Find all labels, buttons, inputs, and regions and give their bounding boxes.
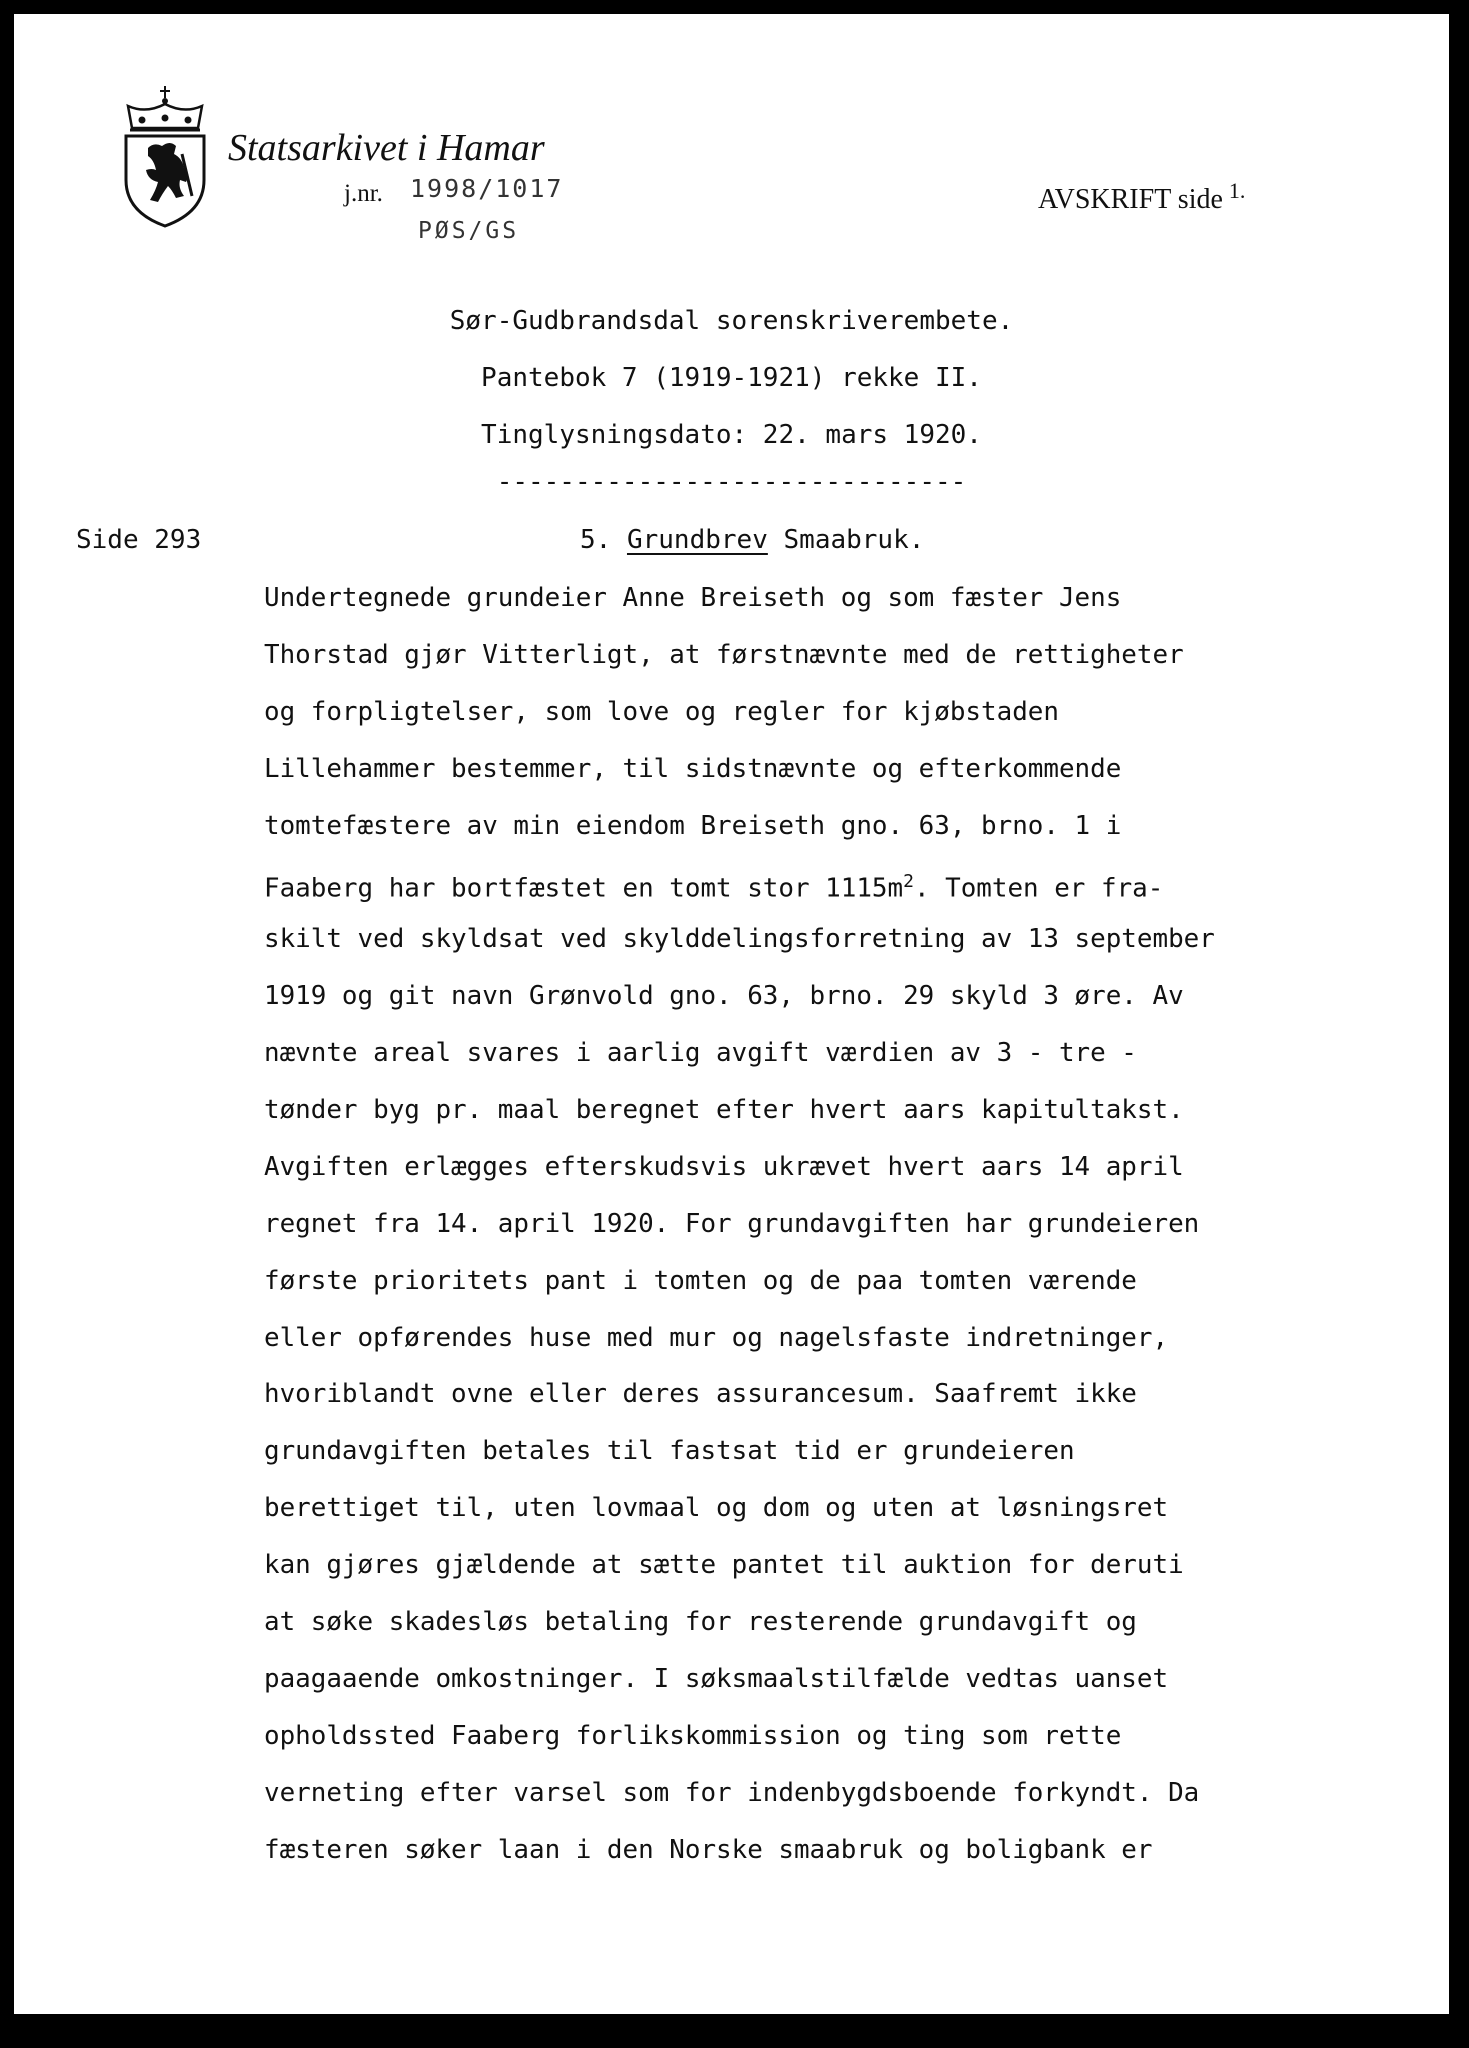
text-line: fæsteren søker laan i den Norske smaabruk og boligbank er xyxy=(264,1834,1153,1865)
journal-number-value: 1998/1017 xyxy=(410,174,564,203)
avskrift-label: AVSKRIFT side xyxy=(1038,184,1223,215)
entry-number: 5. xyxy=(580,525,612,555)
text-line: 1919 og git navn Grønvold gno. 63, brno. 29 skyld 3 øre. Av xyxy=(264,981,1184,1012)
avskrift-page-label xyxy=(1038,178,1245,216)
text-line: kan gjøres gjældende at sætte pantet til auktion for deruti xyxy=(264,1550,1184,1581)
journal-number-label: j.nr. xyxy=(344,180,383,207)
text-line: og forpligtelser, som love og regler for kjøbstaden xyxy=(264,696,1059,727)
text-line xyxy=(264,864,1414,921)
text-line: opholdssted Faaberg forlikskommission og ting som rette xyxy=(264,1720,1122,1751)
superscript: 2 xyxy=(903,871,914,893)
text-line: første prioritets pant i tomten og de paa tomten værende xyxy=(264,1265,1137,1296)
handler-code: PØS/GS xyxy=(418,218,520,244)
text-line: tomtefæstere av min eiendom Breiseth gno. 63, brno. 1 i xyxy=(264,810,1122,841)
deed-text xyxy=(264,580,1414,1888)
text-line: tønder byg pr. maal beregnet efter hvert aars kapitultakst. xyxy=(264,1095,1184,1126)
text-line: at søke skadesløs betaling for resterende grundavgift og xyxy=(264,1607,1137,1638)
text-segment: Faaberg har bortfæstet en tomt stor 1115m xyxy=(264,874,904,905)
text-line: paagaaende omkostninger. I søksmaalstilfælde vedtas uanset xyxy=(264,1663,1169,1694)
text-line: Lillehammer bestemmer, til sidstnævnte og efterkommende xyxy=(264,753,1122,784)
text-line: regnet fra 14. april 1920. For grundavgiften har grundeieren xyxy=(264,1208,1200,1239)
entry-title-rest: Smaabruk. xyxy=(783,525,925,555)
page-reference: Side 293 xyxy=(76,525,202,555)
text-line: Undertegnede grundeier Anne Breiseth og som fæster Jens xyxy=(264,583,1122,613)
text-line: eller opførendes huse med mur og nagelsfaste indretninger, xyxy=(264,1322,1169,1353)
text-line: Avgiften erlægges efterskudsvis ukrævet hvert aars 14 april xyxy=(264,1151,1184,1182)
text-line: hvoriblandt ovne eller deres assurancesum. Saafremt ikke xyxy=(264,1379,1137,1410)
heading-registration-date: Tinglysningsdato: 22. mars 1920. xyxy=(481,420,982,450)
norwegian-coat-of-arms-icon xyxy=(118,84,212,229)
heading-court-office: Sør-Gudbrandsdal sorenskriverembete. xyxy=(449,306,1014,336)
text-line: grundavgiften betales til fastsat tid er grundeieren xyxy=(264,1436,1075,1467)
heading-divider: ------------------------------ xyxy=(496,467,967,497)
text-segment: . Tomten er fra- xyxy=(913,874,1164,905)
entry-title xyxy=(580,525,924,555)
text-line: skilt ved skyldsat ved skylddelingsforretning av 13 september xyxy=(264,924,1215,955)
text-line: verneting efter varsel som for indenbygdsboende forkyndt. Da xyxy=(264,1777,1200,1808)
entry-title-underlined: Grundbrev xyxy=(626,525,768,555)
text-line: Thorstad gjør Vitterligt, at førstnævnte med de rettigheter xyxy=(264,639,1184,670)
heading-register: Pantebok 7 (1919-1921) rekke II. xyxy=(481,363,982,393)
archive-name: Statsarkivet i Hamar xyxy=(228,127,545,169)
document-page xyxy=(14,14,1449,2014)
text-line: berettiget til, uten lovmaal og dom og uten at løsningsret xyxy=(264,1493,1169,1524)
text-line: nævnte areal svares i aarlig avgift værdien av 3 - tre - xyxy=(264,1038,1137,1069)
avskrift-page-number: 1. xyxy=(1228,178,1246,203)
